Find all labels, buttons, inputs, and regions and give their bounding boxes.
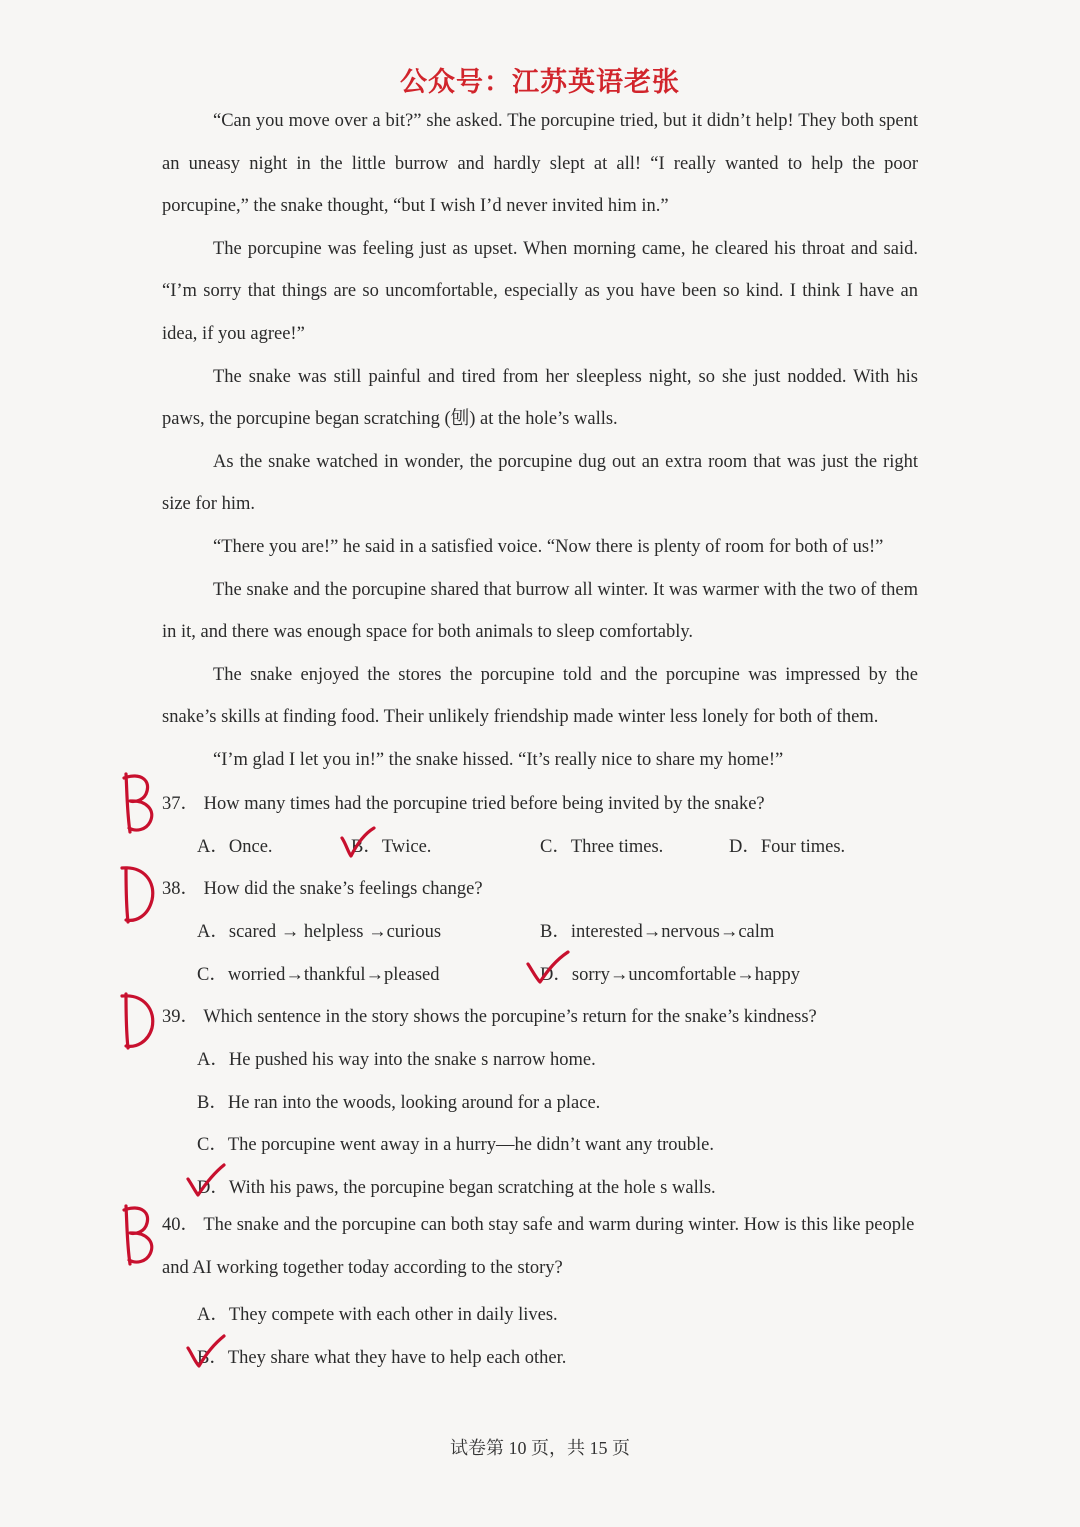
option-text: He pushed his way into the snake s narrow home.: [228, 1050, 596, 1070]
option-text: The porcupine went away in a hurry—he didn’t want any trouble.: [227, 1135, 715, 1155]
question-39: [162, 1002, 817, 1028]
account-watermark-title: 公众号：江苏英语老张: [400, 67, 680, 98]
question-40: [162, 1204, 918, 1290]
handwritten-answer-37: [118, 770, 158, 836]
option-letter: D．: [540, 965, 572, 985]
option-37-c: [540, 832, 663, 858]
question-stem: The snake and the porcupine can both stay safe and warm during winter. How is this like people and AI working together today according to the story?: [162, 1215, 915, 1278]
option-text: Once.: [228, 837, 273, 857]
option-text: With his paws, the porcupine began scratching at the hole s walls.: [228, 1178, 716, 1198]
option-39-d: [197, 1173, 716, 1199]
option-letter: A．: [197, 1305, 229, 1325]
option-40-a: [197, 1300, 558, 1326]
option-letter: A．: [197, 922, 229, 942]
option-38-d: [540, 960, 800, 986]
question-37: [162, 789, 765, 815]
question-stem: Which sentence in the story shows the porcupine’s return for the snake’s kindness?: [203, 1007, 817, 1027]
option-letter: D．: [729, 837, 761, 857]
story-paragraph: “Can you move over a bit?” she asked. The porcupine tried, but it didn’t help! They both spent an uneasy night in the little burrow and hardly slept at all! “I really wanted to help the poor porcupine,” the snake thought, “but I wish I’d never invited him in.”: [162, 111, 918, 217]
question-number: 38．: [162, 879, 200, 899]
option-text: He ran into the woods, looking around for a place.: [227, 1093, 601, 1113]
story-paragraph: The snake and the porcupine shared that burrow all winter. It was warmer with the two of them in it, and there was enough space for both animals to sleep comfortably.: [162, 579, 918, 643]
option-38-a: [197, 917, 441, 943]
story-text: [162, 100, 918, 782]
option-39-a: [197, 1045, 596, 1071]
story-paragraph: “There you are!” he said in a satisfied voice. “Now there is plenty of room for both of us!”: [213, 536, 884, 557]
option-text: worried→thankful→pleased: [227, 965, 440, 985]
option-39-c: [197, 1130, 714, 1156]
option-38-b: [540, 917, 774, 943]
question-number: 37．: [162, 794, 200, 814]
question-stem: How many times had the porcupine tried before being invited by the snake?: [203, 794, 765, 814]
option-letter: D．: [197, 1178, 229, 1198]
option-text: interested→nervous→calm: [570, 922, 775, 942]
check-mark-icon: [184, 1334, 228, 1370]
option-text: Three times.: [570, 837, 664, 857]
option-letter: B．: [197, 1093, 228, 1113]
option-letter: C．: [197, 1135, 228, 1155]
option-letter: B．: [351, 837, 382, 857]
option-40-b: [197, 1343, 566, 1369]
story-paragraph: The snake enjoyed the stores the porcupine told and the porcupine was impressed by the snake’s skills at finding food. Their unlikely friendship made winter less lonely for both of them.: [162, 664, 918, 728]
option-38-c: [197, 960, 440, 986]
option-text: They share what they have to help each other.: [227, 1348, 567, 1368]
story-paragraph: “I’m glad I let you in!” the snake hissed. “It’s really nice to share my home!”: [213, 749, 784, 770]
option-letter: A．: [197, 1050, 229, 1070]
handwritten-answer-40: [118, 1202, 158, 1268]
option-letter: C．: [197, 965, 228, 985]
option-text: Four times.: [760, 837, 846, 857]
option-letter: C．: [540, 837, 571, 857]
check-mark-icon: [184, 1163, 228, 1199]
option-37-a: [197, 832, 273, 858]
question-38: [162, 874, 483, 900]
story-paragraph: As the snake watched in wonder, the porcupine dug out an extra room that was just the right size for him.: [162, 451, 918, 515]
option-letter: B．: [197, 1348, 228, 1368]
check-mark-icon: [524, 950, 572, 986]
question-stem: How did the snake’s feelings change?: [203, 879, 483, 899]
check-mark-icon: [338, 826, 378, 860]
option-letter: A．: [197, 837, 229, 857]
option-39-b: [197, 1088, 600, 1114]
option-letter: B．: [540, 922, 571, 942]
handwritten-answer-39: [118, 988, 158, 1054]
option-text: scared → helpless →curious: [228, 922, 442, 942]
handwritten-answer-38: [118, 860, 158, 926]
question-number: 40．: [162, 1215, 200, 1235]
page-footer: 试卷第 10 页，共 15 页: [450, 1438, 630, 1458]
question-number: 39．: [162, 1007, 200, 1027]
option-text: They compete with each other in daily lives.: [228, 1305, 558, 1325]
option-text: Twice.: [381, 837, 432, 857]
story-paragraph: The porcupine was feeling just as upset. When morning came, he cleared his throat and said. “I’m sorry that things are so uncomfortable, especially as you have been so kind. I think I have an idea, if you agree!”: [162, 238, 918, 344]
option-37-d: [729, 832, 845, 858]
option-text: sorry→uncomfortable→happy: [571, 965, 800, 985]
story-paragraph: The snake was still painful and tired from her sleepless night, so she just nodded. With his paws, the porcupine began scratching (刨) at the hole’s walls.: [162, 366, 918, 430]
